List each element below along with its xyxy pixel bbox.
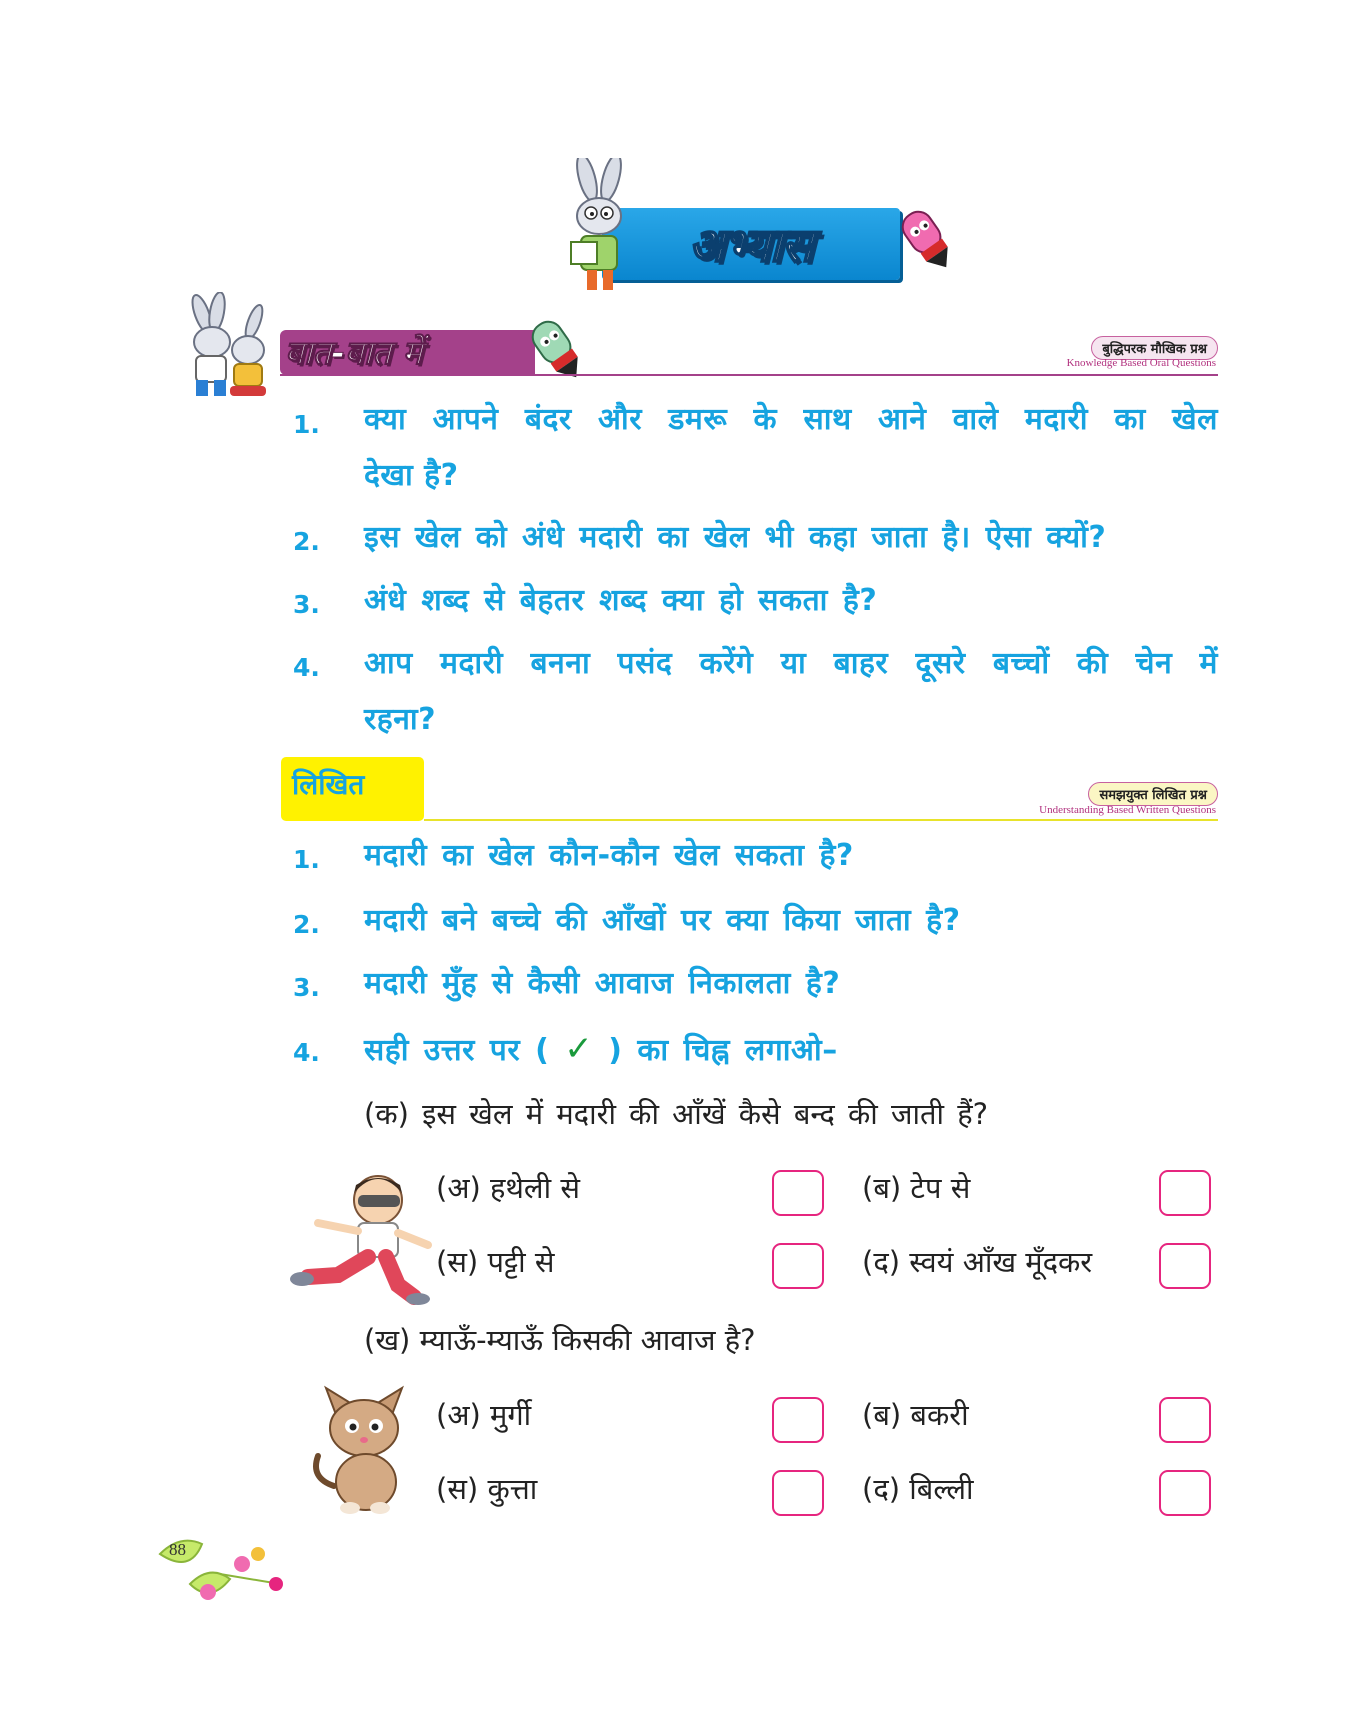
question-number: 2. [293, 910, 320, 939]
answer-checkbox-b[interactable] [1159, 1397, 1211, 1443]
question-number: 4. [293, 1038, 320, 1067]
written-q4-text [364, 1022, 838, 1078]
answer-checkbox-d[interactable] [1159, 1243, 1211, 1289]
question-number: 4. [293, 653, 320, 682]
written-q2-text: मदारी बने बच्चे की आँखों पर क्या किया जाता है? [364, 903, 961, 938]
oral-section-rule [280, 374, 1218, 376]
mcq-question-ka: (क) इस खेल में मदारी की आँखें कैसे बन्द की जाती हैं? [364, 1097, 989, 1131]
written-tag [1088, 782, 1218, 806]
option-b: (ब) टेप से [862, 1171, 971, 1205]
written-q3-text: मदारी मुँह से कैसी आवाज निकालता है? [364, 966, 841, 1001]
question-number: 3. [293, 590, 320, 619]
oral-q1-line2: देखा है? [364, 458, 459, 493]
q4-text-before: सही उत्तर पर ( [364, 1033, 550, 1068]
pencil-mascot-icon [520, 312, 590, 382]
oral-tag-hindi: बुद्धिपरक मौखिक प्रश्न [1091, 336, 1218, 360]
written-tag-english: Understanding Based Written Questions [1039, 804, 1216, 816]
page-title: अभ्यास [689, 218, 813, 272]
written-section-rule [424, 819, 1218, 821]
question-number: 3. [293, 973, 320, 1002]
page-number: 88 [169, 1540, 186, 1559]
oral-section-title: बात-बात में [285, 333, 423, 372]
written-section-title: लिखित [292, 768, 365, 801]
answer-checkbox-c[interactable] [772, 1243, 824, 1289]
option-a: (अ) मुर्गी [436, 1398, 532, 1432]
option-d: (द) स्वयं आँख मूँदकर [862, 1245, 1093, 1279]
running-boy-blindfold-icon [288, 1165, 438, 1305]
pencil-mascot-icon [890, 202, 960, 272]
two-rabbits-icon [172, 292, 284, 402]
oral-q4-line1: आप मदारी बनना पसंद करेंगे या बाहर दूसरे बच्चों की चेन में [364, 646, 1218, 681]
oral-q3-text: अंधे शब्द से बेहतर शब्द क्या हो सकता है? [364, 583, 878, 618]
kitten-icon [304, 1378, 424, 1518]
answer-checkbox-d[interactable] [1159, 1470, 1211, 1516]
option-a: (अ) हथेली से [436, 1171, 580, 1205]
question-number: 1. [293, 845, 320, 874]
option-c: (स) पट्टी से [436, 1245, 555, 1279]
oral-tag-english: Knowledge Based Oral Questions [1066, 357, 1216, 369]
question-number: 1. [293, 410, 320, 439]
answer-checkbox-a[interactable] [772, 1170, 824, 1216]
option-b: (ब) बकरी [862, 1398, 969, 1432]
written-tag-hindi: समझयुक्त लिखित प्रश्न [1088, 782, 1218, 806]
written-q1-text: मदारी का खेल कौन-कौन खेल सकता है? [364, 838, 854, 873]
rabbit-reading-icon [565, 158, 635, 298]
answer-checkbox-a[interactable] [772, 1397, 824, 1443]
option-d: (द) बिल्ली [862, 1472, 974, 1506]
option-c: (स) कुत्ता [436, 1472, 538, 1506]
question-number: 2. [293, 527, 320, 556]
mcq-question-kha: (ख) म्याऊँ-म्याऊँ किसकी आवाज है? [364, 1323, 756, 1357]
oral-q1-line1: क्या आपने बंदर और डमरू के साथ आने वाले मदारी का खेल [364, 402, 1218, 437]
tick-mark-icon: ✓ [564, 1029, 594, 1069]
oral-q4-line2: रहना? [364, 702, 437, 737]
oral-q2-text: इस खेल को अंधे मदारी का खेल भी कहा जाता है। ऐसा क्यों? [364, 520, 1107, 555]
answer-checkbox-c[interactable] [772, 1470, 824, 1516]
q4-text-after: ) का चिह्न लगाओ– [608, 1033, 838, 1068]
answer-checkbox-b[interactable] [1159, 1170, 1211, 1216]
